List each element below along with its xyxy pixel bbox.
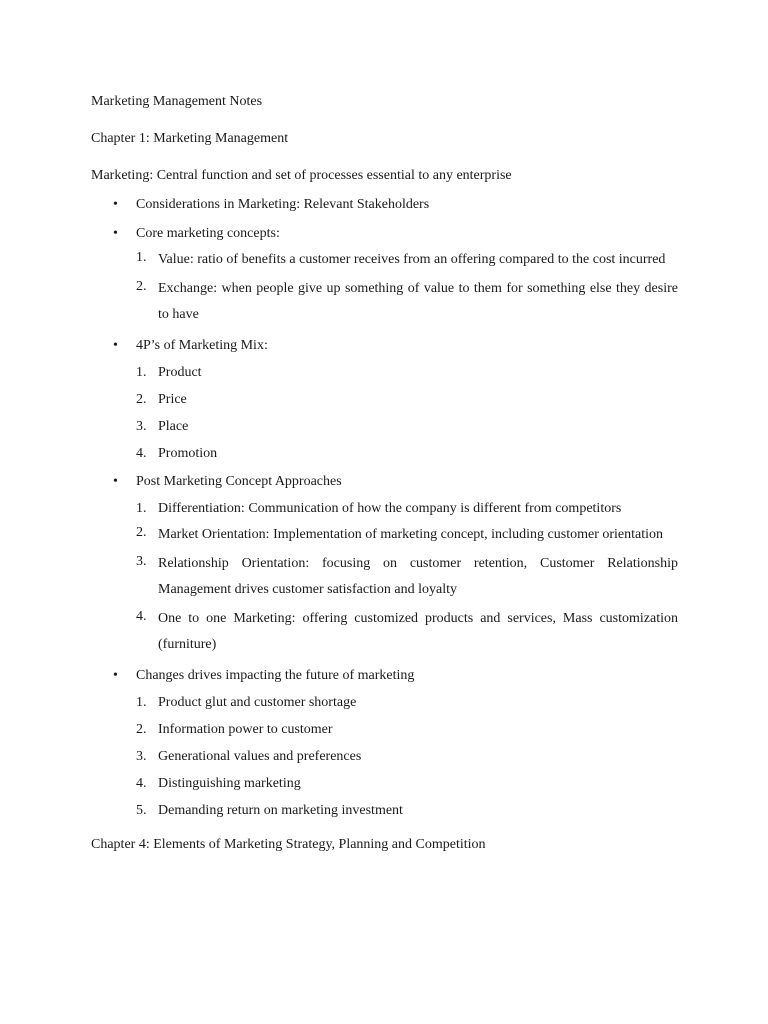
list-number: 4. [136, 446, 147, 461]
list-item [136, 773, 678, 794]
list-item [136, 746, 678, 767]
bullet-item [91, 665, 678, 821]
list-number: 2. [136, 279, 147, 294]
list-item [136, 498, 678, 519]
bullet-text: Core marketing concepts: [136, 226, 280, 241]
list-item-text: Demanding return on marketing investment [158, 803, 403, 818]
list-number: 1. [136, 501, 147, 516]
list-item [136, 389, 678, 410]
list-number: 2. [136, 525, 147, 540]
list-item-text: Product [158, 365, 202, 380]
numbered-list [136, 692, 678, 821]
bullet-item [91, 194, 678, 216]
list-item-text: Relationship Orientation: focusing on customer retention, Customer Relationship Management drives customer satisfaction and loyalty [158, 556, 678, 597]
list-item [136, 247, 678, 273]
document-page [91, 92, 678, 855]
bullet-text: 4P’s of Marketing Mix: [136, 338, 268, 353]
document-title: Marketing Management Notes [91, 94, 263, 109]
list-item-text: Place [158, 419, 189, 434]
list-number: 2. [136, 722, 147, 737]
list-item [136, 522, 678, 548]
chapter-4-heading: Chapter 4: Elements of Marketing Strategy, Planning and Competition [91, 837, 486, 852]
list-number: 4. [136, 776, 147, 791]
chapter-1-heading: Chapter 1: Marketing Management [91, 131, 289, 146]
list-item [136, 719, 678, 740]
list-item [136, 692, 678, 713]
list-item-text: Exchange: when people give up something of value to them for something else they desire to have [158, 281, 678, 322]
list-item-text: Value: ratio of benefits a customer receives from an offering compared to the cost incurred [158, 252, 666, 267]
list-item-text: Differentiation: Communication of how the company is different from competitors [158, 501, 622, 516]
numbered-list [136, 498, 678, 658]
list-number: 1. [136, 250, 147, 265]
list-number: 4. [136, 609, 147, 624]
bullet-text: Considerations in Marketing: Relevant Stakeholders [136, 197, 430, 212]
list-item [136, 443, 678, 464]
numbered-list [136, 247, 678, 328]
list-item [136, 276, 678, 328]
bullet-dot-icon: • [113, 338, 118, 353]
list-item [136, 800, 678, 821]
bullet-item [91, 471, 678, 658]
bullet-text: Post Marketing Concept Approaches [136, 474, 342, 489]
bullet-list [91, 194, 678, 821]
list-item-text: Product glut and customer shortage [158, 695, 357, 710]
list-item-text: Information power to customer [158, 722, 333, 737]
list-item [136, 606, 678, 658]
list-item [136, 362, 678, 383]
numbered-list [136, 362, 678, 464]
list-number: 1. [136, 695, 147, 710]
list-item-text: Generational values and preferences [158, 749, 362, 764]
list-item-text: Distinguishing marketing [158, 776, 301, 791]
list-item [136, 551, 678, 603]
marketing-definition: Marketing: Central function and set of processes essential to any enterprise [91, 168, 512, 183]
list-item-text: One to one Marketing: offering customized products and services, Mass customization (furniture) [158, 611, 678, 652]
bullet-dot-icon: • [113, 197, 118, 212]
list-number: 1. [136, 365, 147, 380]
bullet-dot-icon: • [113, 668, 118, 683]
bullet-item [91, 223, 678, 328]
list-item-text: Price [158, 392, 187, 407]
list-number: 2. [136, 392, 147, 407]
bullet-dot-icon: • [113, 474, 118, 489]
list-number: 5. [136, 803, 147, 818]
list-item-text: Market Orientation: Implementation of marketing concept, including customer orientation [158, 527, 664, 542]
list-number: 3. [136, 749, 147, 764]
bullet-item [91, 335, 678, 464]
list-item-text: Promotion [158, 446, 218, 461]
list-number: 3. [136, 419, 147, 434]
list-number: 3. [136, 554, 147, 569]
bullet-dot-icon: • [113, 226, 118, 241]
bullet-text: Changes drives impacting the future of marketing [136, 668, 415, 683]
list-item [136, 416, 678, 437]
